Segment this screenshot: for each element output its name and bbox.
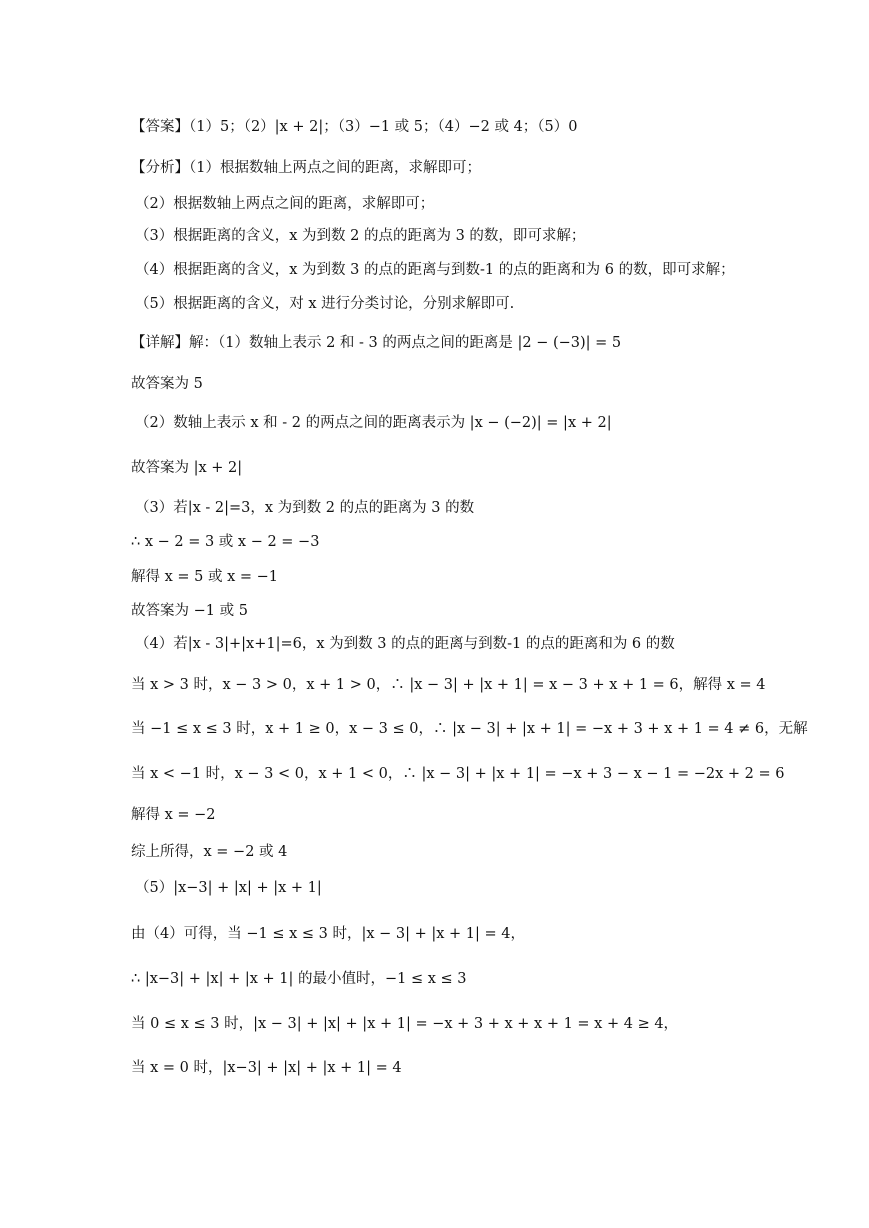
detail-line-5: （5）|x−3| + |x| + |x + 1| — [135, 880, 322, 896]
detail-line-4: （4）若|x - 3|+|x+1|=6，x 为到数 3 的点的距离与到数-1 的点的距离和为 6 的数 — [135, 636, 675, 652]
detail-line-3a: ∴ x − 2 = 3 或 x − 2 = −3 — [131, 534, 320, 550]
analysis-line-4: （4）根据距离的含义，x 为到数 3 的点的距离与到数-1 的点的距离和为 6 的数，即可求解； — [135, 262, 735, 278]
detail-answer-3: 故答案为 −1 或 5 — [131, 603, 248, 619]
detail-line-4b: 当 −1 ≤ x ≤ 3 时，x + 1 ≥ 0，x − 3 ≤ 0，∴ |x − 3| + |x + 1| = −x + 3 + x + 1 = 4 ≠ 6，无解 — [131, 721, 808, 737]
detail-line-2: （2）数轴上表示 x 和 - 2 的两点之间的距离表示为 |x − (−2)| = |x + 2| — [135, 415, 612, 431]
detail-line-1: 【详解】解：（1）数轴上表示 2 和 - 3 的两点之间的距离是 |2 − (−3)| = 5 — [131, 335, 622, 351]
detail-line-4a: 当 x > 3 时，x − 3 > 0，x + 1 > 0，∴ |x − 3| + |x + 1| = x − 3 + x + 1 = 6，解得 x = 4 — [131, 677, 766, 693]
detail-line-5b: ∴ |x−3| + |x| + |x + 1| 的最小值时，−1 ≤ x ≤ 3 — [131, 971, 467, 987]
detail-line-4e: 综上所得，x = −2 或 4 — [131, 844, 288, 860]
analysis-line-3: （3）根据距离的含义，x 为到数 2 的点的距离为 3 的数，即可求解； — [135, 228, 586, 244]
detail-answer-2: 故答案为 |x + 2| — [131, 460, 243, 476]
detail-line-3: （3）若|x - 2|=3，x 为到数 2 的点的距离为 3 的数 — [135, 500, 475, 516]
analysis-line-2: （2）根据数轴上两点之间的距离，求解即可； — [135, 196, 435, 212]
detail-line-5a: 由（4）可得，当 −1 ≤ x ≤ 3 时，|x − 3| + |x + 1| = 4， — [131, 926, 525, 942]
analysis-line-5: （5）根据距离的含义，对 x 进行分类讨论，分别求解即可. — [135, 296, 515, 312]
detail-line-4c: 当 x < −1 时，x − 3 < 0，x + 1 < 0，∴ |x − 3| + |x + 1| = −x + 3 − x − 1 = −2x + 2 = 6 — [131, 766, 785, 782]
detail-line-4d: 解得 x = −2 — [131, 807, 216, 823]
detail-answer-1: 故答案为 5 — [131, 376, 203, 392]
detail-line-5d: 当 x = 0 时，|x−3| + |x| + |x + 1| = 4 — [131, 1060, 402, 1076]
answer-line: 【答案】（1）5；（2）|x + 2|；（3）−1 或 5；（4）−2 或 4；（5）0 — [131, 119, 578, 135]
detail-line-5c: 当 0 ≤ x ≤ 3 时，|x − 3| + |x| + |x + 1| = −x + 3 + x + x + 1 = x + 4 ≥ 4， — [131, 1016, 679, 1032]
analysis-line-1: 【分析】（1）根据数轴上两点之间的距离，求解即可； — [131, 160, 481, 176]
detail-line-3b: 解得 x = 5 或 x = −1 — [131, 569, 279, 585]
